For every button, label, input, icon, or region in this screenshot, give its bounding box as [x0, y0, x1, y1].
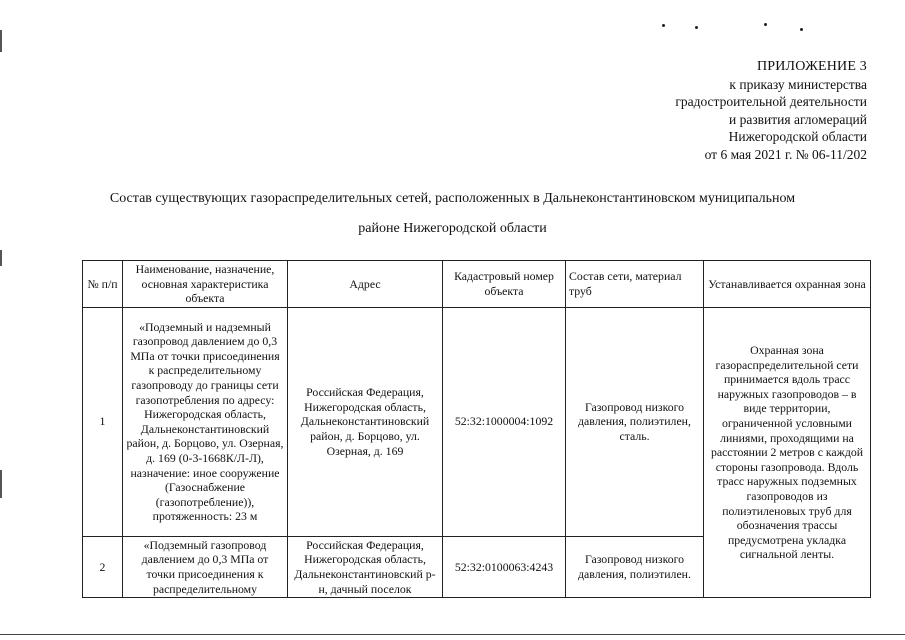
- scan-speck: [695, 26, 698, 29]
- title-line: Состав существующих газораспределительных сетей, расположенных в Дальнеконстантиновском муниципальном: [109, 191, 796, 206]
- document-title: [70, 190, 835, 238]
- cell-protection-zone: Охранная зона газораспределительной сети принимается вдоль трасс наружных газопроводов – в виде территории, ограниченной условными линиями, проходящими на расстоянии 2 метров с каждой стороны газопровода. Вдоль трасс наружных подземных газопроводов из полиэтиленовых труб для обозначения трассы предусмотрена укладка сигнальной ленты.: [704, 307, 871, 597]
- cell-address: Российская Федерация, Нижегородская область, Дальнеконстантиновский р-н, дачный поселок: [288, 536, 443, 597]
- header-address: Адрес: [288, 261, 443, 308]
- header-composition: Состав сети, материал труб: [566, 261, 704, 308]
- cell-name: «Подземный газопровод давлением до 0,3 МПа от точки присоединения к распределительному: [123, 536, 288, 597]
- cell-cadastral: 52:32:0100063:4243: [443, 536, 566, 597]
- scan-speck: [662, 24, 665, 27]
- header-cadastral: Кадастровый номер объекта: [443, 261, 566, 308]
- cell-composition: Газопровод низкого давления, полиэтилен.: [566, 536, 704, 597]
- scan-speck: [800, 28, 803, 31]
- table-row: [83, 307, 871, 536]
- cell-name: «Подземный и надземный газопровод давлением до 0,3 МПа от точки присоединения к распределительному газопроводу до границы сети газопотребления по адресу: Нижегородская область, Дальнеконстантиновский район, д. Борцово, ул. Озерная, д. 169 (0-3-1668К/Л-Л), назначение: иное сооружение (Газоснабжение (газопотребление)), протяженность: 23 м: [123, 307, 288, 536]
- cell-cadastral: 52:32:1000004:1092: [443, 307, 566, 536]
- title-line: районе Нижегородской области: [358, 221, 547, 236]
- approval-heading: ПРИЛОЖЕНИЕ 3: [756, 59, 867, 74]
- gas-network-table: [82, 260, 871, 598]
- cell-number: 2: [83, 536, 123, 597]
- scan-edge-mark: [0, 470, 2, 498]
- cell-composition: Газопровод низкого давления, полиэтилен, сталь.: [566, 307, 704, 536]
- approval-line: к приказу министерства: [729, 76, 867, 92]
- scan-speck: [764, 23, 767, 26]
- scan-edge-mark: [0, 30, 2, 52]
- approval-line: Нижегородской области: [728, 129, 867, 144]
- cell-number: 1: [83, 307, 123, 536]
- header-number: № п/п: [83, 261, 123, 308]
- approval-line: от 6 мая 2021 г. № 06-11/202: [704, 146, 867, 162]
- approval-line: и развития агломераций: [728, 111, 867, 127]
- cell-address: Российская Федерация, Нижегородская область, Дальнеконстантиновский район, д. Борцово, ул. Озерная, д. 169: [288, 307, 443, 536]
- scan-edge-mark: [0, 250, 2, 266]
- approval-block: [567, 58, 867, 163]
- header-name: Наименование, назначение, основная характеристика объекта: [123, 261, 288, 308]
- scan-bottom-line: [0, 634, 905, 635]
- approval-line: градостроительной деятельности: [675, 94, 867, 109]
- header-zone: Устанавливается охранная зона: [704, 261, 871, 308]
- table-header-row: [83, 261, 871, 308]
